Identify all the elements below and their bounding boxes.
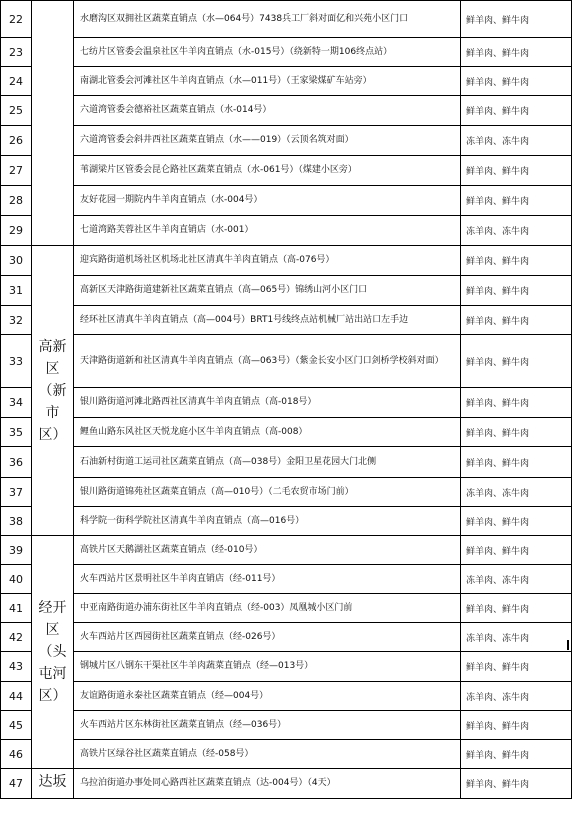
table-row: [1, 478, 572, 507]
meat-type: 鲜羊肉、鲜牛肉: [461, 1, 572, 38]
table-row: [1, 623, 572, 652]
table-row: [1, 682, 572, 711]
meat-type: 鲜羊肉、鲜牛肉: [461, 594, 572, 623]
row-number: 39: [1, 536, 32, 565]
district-label: 经开区（头屯河区）: [38, 600, 67, 704]
table-row: [1, 1, 572, 38]
meat-type: 鲜羊肉、鲜牛肉: [461, 418, 572, 447]
shop-name: 水磨沟区双拥社区蔬菜直销点（水—064号）7438兵工厂斜对面亿和兴苑小区门口: [74, 1, 461, 38]
row-number: 24: [1, 67, 32, 96]
row-number: 40: [1, 565, 32, 594]
table-row: [1, 565, 572, 594]
table-row: [1, 388, 572, 418]
table-row: [1, 418, 572, 447]
meat-type: 冻羊肉、冻牛肉: [461, 623, 572, 652]
row-number: 47: [1, 769, 32, 799]
district-label: 达坂: [38, 774, 67, 790]
shop-name: 火车西站片区景明社区牛羊肉直销店（经-011号）: [74, 565, 461, 594]
row-number: 43: [1, 652, 32, 682]
meat-type: 鲜羊肉、鲜牛肉: [461, 335, 572, 388]
row-number: 42: [1, 623, 32, 652]
table-row: [1, 740, 572, 769]
table-row: [1, 507, 572, 536]
meat-type: 鲜羊肉、鲜牛肉: [461, 246, 572, 276]
table-row: [1, 447, 572, 478]
row-number: 36: [1, 447, 32, 478]
shop-name: 南湖北管委会河滩社区牛羊肉直销点（水—011号）（王家梁煤矿车站旁）: [74, 67, 461, 96]
shop-name: 天津路街道新和社区清真牛羊肉直销点（高—063号）（紫金长安小区门口剑桥学校斜对面）: [74, 335, 461, 388]
district-label: 高新区（新市区）: [38, 338, 67, 443]
meat-type: 鲜羊肉、鲜牛肉: [461, 388, 572, 418]
shop-name: 鲤鱼山路东风社区天悦龙庭小区牛羊肉直销点（高-008）: [74, 418, 461, 447]
row-number: 23: [1, 38, 32, 67]
row-number: 27: [1, 156, 32, 186]
shop-name: 友好花园一期院内牛羊肉直销点（水-004号）: [74, 186, 461, 216]
meat-type: 鲜羊肉、鲜牛肉: [461, 38, 572, 67]
row-number: 31: [1, 276, 32, 306]
meat-type: 冻羊肉、冻牛肉: [461, 565, 572, 594]
meat-type: 鲜羊肉、鲜牛肉: [461, 276, 572, 306]
row-number: 46: [1, 740, 32, 769]
meat-type: 鲜羊肉、鲜牛肉: [461, 711, 572, 740]
row-number: 44: [1, 682, 32, 711]
table-row: [1, 306, 572, 335]
shop-name: 苇湖梁片区管委会昆仑路社区蔬菜直销点（水-061号）（煤建小区旁）: [74, 156, 461, 186]
meat-type: 鲜羊肉、鲜牛肉: [461, 507, 572, 536]
meat-type: 鲜羊肉、鲜牛肉: [461, 447, 572, 478]
row-number: 41: [1, 594, 32, 623]
meat-type: 鲜羊肉、鲜牛肉: [461, 67, 572, 96]
shop-name: 经环社区清真牛羊肉直销点（高—004号）BRT1号线终点站机械厂站出站口左手边: [74, 306, 461, 335]
shop-name: 七道湾路芙蓉社区牛羊肉直销店（水-001）: [74, 216, 461, 246]
row-number: 22: [1, 1, 32, 38]
row-number: 29: [1, 216, 32, 246]
row-number: 33: [1, 335, 32, 388]
row-number: 28: [1, 186, 32, 216]
table-row: [1, 711, 572, 740]
shop-name: 高铁片区绿谷社区蔬菜直销点（经-058号）: [74, 740, 461, 769]
table-row: [1, 216, 572, 246]
shop-name: 火车西站片区东林街社区蔬菜直销点（经—036号）: [74, 711, 461, 740]
page-edge-mark: [567, 640, 569, 650]
shop-name: 银川路街道锦苑社区蔬菜直销点（高—010号）（二毛农贸市场门前）: [74, 478, 461, 507]
meat-type: 冻羊肉、冻牛肉: [461, 216, 572, 246]
row-number: 25: [1, 96, 32, 126]
meat-type: 冻羊肉、冻牛肉: [461, 682, 572, 711]
row-number: 30: [1, 246, 32, 276]
shop-name: 七纺片区管委会温泉社区牛羊肉直销点（水-015号）（绕新特一期106终点站）: [74, 38, 461, 67]
district-cell-blank: [32, 1, 74, 246]
table-row: [1, 156, 572, 186]
shop-name: 钢城片区八钢东干渠社区牛羊肉蔬菜直销点（经—013号）: [74, 652, 461, 682]
row-number: 45: [1, 711, 32, 740]
meat-type: 鲜羊肉、鲜牛肉: [461, 769, 572, 799]
table-row: [1, 96, 572, 126]
meat-type: 鲜羊肉、鲜牛肉: [461, 536, 572, 565]
shop-name: 高新区天津路街道建新社区蔬菜直销点（高—065号）锦绣山河小区门口: [74, 276, 461, 306]
table-row: [1, 38, 572, 67]
shop-name: 银川路街道河滩北路西社区清真牛羊肉直销点（高-018号）: [74, 388, 461, 418]
row-number: 34: [1, 388, 32, 418]
shop-name: 科学院一街科学院社区清真牛羊肉直销点（高—016号）: [74, 507, 461, 536]
district-cell-jingkai: [32, 536, 74, 769]
row-number: 38: [1, 507, 32, 536]
meat-type: 鲜羊肉、鲜牛肉: [461, 652, 572, 682]
table-row: [1, 769, 572, 799]
table-row: [1, 246, 572, 276]
shop-name: 火车西站片区西园街社区蔬菜直销点（经-026号）: [74, 623, 461, 652]
row-number: 26: [1, 126, 32, 156]
shop-name: 高铁片区天鹅湖社区蔬菜直销点（经-010号）: [74, 536, 461, 565]
row-number: 35: [1, 418, 32, 447]
table-row: [1, 126, 572, 156]
table-row: [1, 67, 572, 96]
shop-name: 六道湾管委会斜井西社区蔬菜直销点（水——019）（云顶名筑对面）: [74, 126, 461, 156]
table-row: [1, 652, 572, 682]
table-row: [1, 594, 572, 623]
table-row: [1, 186, 572, 216]
table-row: [1, 276, 572, 306]
meat-type: 鲜羊肉、鲜牛肉: [461, 306, 572, 335]
shop-name: 迎宾路街道机场社区机场北社区清真牛羊肉直销点（高-076号）: [74, 246, 461, 276]
table-row: [1, 536, 572, 565]
table-row: [1, 335, 572, 388]
meat-type: 鲜羊肉、鲜牛肉: [461, 156, 572, 186]
shop-name: 六道湾管委会德裕社区蔬菜直销点（水-014号）: [74, 96, 461, 126]
shop-name: 乌拉泊街道办事处同心路西社区蔬菜直销点（达-004号）（4天）: [74, 769, 461, 799]
meat-type: 冻羊肉、冻牛肉: [461, 126, 572, 156]
row-number: 32: [1, 306, 32, 335]
row-number: 37: [1, 478, 32, 507]
shop-name: 中亚南路街道办浦东街社区牛羊肉直销点（经-003）凤凰城小区门前: [74, 594, 461, 623]
meat-type: 鲜羊肉、鲜牛肉: [461, 740, 572, 769]
district-cell-gaoxin: [32, 246, 74, 536]
meat-type: 冻羊肉、冻牛肉: [461, 478, 572, 507]
district-cell-dabancheng: [32, 769, 74, 799]
meat-type: 鲜羊肉、鲜牛肉: [461, 186, 572, 216]
shop-name: 石油新村街道工运司社区蔬菜直销点（高—038号）金阳卫星花园大门北侧: [74, 447, 461, 478]
shop-name: 友谊路街道永泰社区蔬菜直销点（经—004号）: [74, 682, 461, 711]
meat-type: 鲜羊肉、鲜牛肉: [461, 96, 572, 126]
